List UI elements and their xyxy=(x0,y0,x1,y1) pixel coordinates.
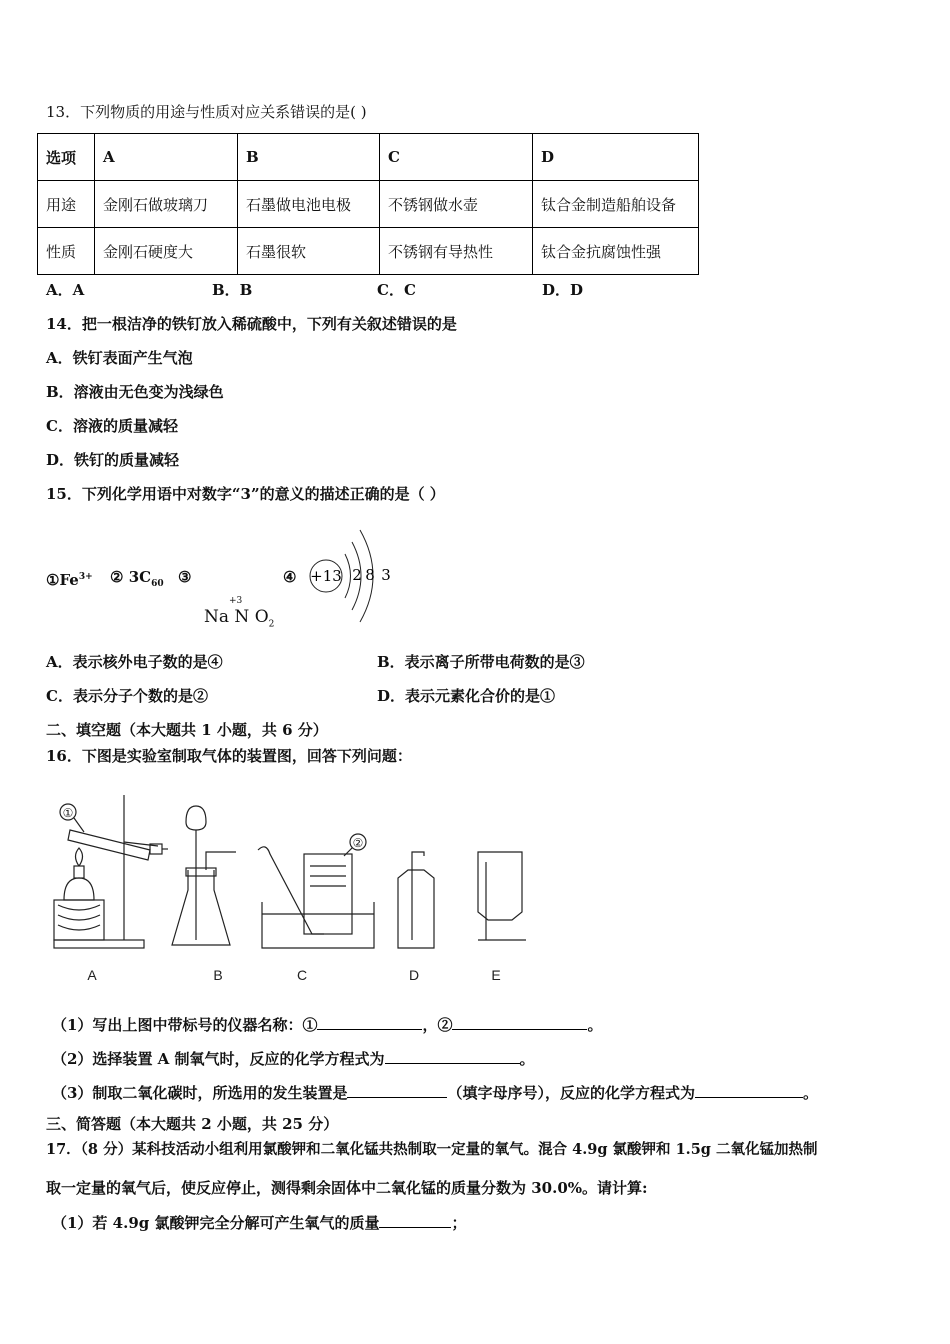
flame xyxy=(76,848,83,866)
q15-formula-3 xyxy=(204,607,274,634)
q14-option-b[interactable]: B．溶液由无色变为浅绿色 xyxy=(46,383,224,401)
table-cell: 金刚石硬度大 xyxy=(95,228,238,275)
delivery-tube xyxy=(258,847,324,934)
stand-base xyxy=(54,940,144,948)
q17-line-1: 17．（8 分）某科技活动小组利用氯酸钾和二氧化锰共热制取一定量的氧气。混合 4.9g 氯酸钾和 1.5g 二氧化锰加热制 xyxy=(46,1141,818,1158)
q13-stem: 13．下列物质的用途与性质对应关系错误的是( ) xyxy=(46,103,367,121)
alcohol-lamp xyxy=(64,878,94,900)
q15-formula-3-number: ③ xyxy=(178,568,192,586)
table-cell: 不锈钢有导热性 xyxy=(380,228,533,275)
q16-sub2-text: 。 xyxy=(519,1050,535,1068)
q13-option-a[interactable]: A．A xyxy=(46,281,85,299)
q16-sub1 xyxy=(52,1013,602,1035)
delivery-tube xyxy=(206,852,236,870)
shell-electrons: 2 xyxy=(352,566,362,584)
apparatus-d xyxy=(398,852,434,948)
formula-symbol: O xyxy=(254,607,269,627)
apparatus-e xyxy=(478,852,526,940)
shell-electrons: 3 xyxy=(381,566,391,584)
electron-shell xyxy=(345,554,351,598)
table-row xyxy=(38,181,699,228)
answer-blank-5[interactable] xyxy=(695,1081,803,1098)
q16-stem: 16．下图是实验室制取气体的装置图，回答下列问题： xyxy=(46,747,412,765)
apparatus-label-d: D xyxy=(408,967,420,983)
table-cell: 钛合金制造船舶设备 xyxy=(533,181,699,228)
q17-sub1 xyxy=(52,1211,466,1233)
thistle-funnel xyxy=(186,806,206,830)
test-tube xyxy=(68,830,150,860)
flask-stopper xyxy=(186,868,216,876)
table-cell: B xyxy=(238,134,380,181)
q15-formula-2 xyxy=(110,567,164,594)
wood-grain xyxy=(58,905,100,930)
formula-symbol: Na xyxy=(204,607,230,627)
q15-option-a[interactable]: A．表示核外电子数的是④ xyxy=(46,653,223,671)
apparatus-label-a: A xyxy=(87,967,97,983)
q15-valence: +3 xyxy=(229,596,243,606)
formula-subscript: 60 xyxy=(151,579,164,589)
shell-electrons: 8 xyxy=(365,566,375,584)
table-cell: A xyxy=(95,134,238,181)
section-heading: 三、简答题（本大题共 2 小题，共 25 分） xyxy=(46,1115,339,1133)
formula-superscript: 3+ xyxy=(78,572,93,582)
q13-table xyxy=(37,133,699,275)
q13-option-b[interactable]: B．B xyxy=(212,281,253,299)
q16-sub1-text: ，② xyxy=(422,1016,453,1034)
formula-symbol: N xyxy=(234,607,250,627)
q16-sub1-text: 。 xyxy=(587,1016,603,1034)
answer-blank-4[interactable] xyxy=(347,1081,447,1098)
q14-stem: 14．把一根洁净的铁钉放入稀硫酸中，下列有关叙述错误的是 xyxy=(46,315,457,333)
table-cell: 性质 xyxy=(38,228,95,275)
formula-subscript: 2 xyxy=(268,619,275,630)
conical-flask xyxy=(172,870,230,945)
q16-sub3-text: 。 xyxy=(802,1084,818,1102)
table-row xyxy=(38,228,699,275)
table-row xyxy=(38,134,699,181)
table-cell: 钛合金抗腐蚀性强 xyxy=(533,228,699,275)
apparatus-b xyxy=(172,806,236,945)
q16-sub2 xyxy=(52,1047,535,1069)
section-heading: 二、填空题（本大题共 1 小题，共 6 分） xyxy=(46,721,328,739)
q15-option-d[interactable]: D．表示元素化合价的是① xyxy=(377,687,556,705)
answer-blank-2[interactable] xyxy=(452,1013,587,1030)
apparatus-label-b: B xyxy=(213,967,223,983)
nucleus-charge: +13 xyxy=(310,567,342,585)
atom-structure-diagram xyxy=(300,518,400,633)
table-cell: 金刚石做玻璃刀 xyxy=(95,181,238,228)
collecting-bottle-e xyxy=(478,852,522,920)
formula-symbol: 3C xyxy=(128,568,152,586)
q13-option-d[interactable]: D．D xyxy=(542,281,584,299)
answer-blank-6[interactable] xyxy=(379,1211,451,1228)
q15-formula-4-number: ④ xyxy=(283,568,297,586)
lamp-wick xyxy=(74,866,84,878)
table-cell: 选项 xyxy=(38,134,95,181)
apparatus-label-e: E xyxy=(491,967,501,983)
q17-sub1-text: （1）若 4.9g 氯酸钾完全分解可产生氧气的质量 xyxy=(52,1214,380,1232)
marker-1-leader xyxy=(74,818,84,832)
q15-option-c[interactable]: C．表示分子个数的是② xyxy=(46,687,208,705)
q16-sub1-text: （1）写出上图中带标号的仪器名称：① xyxy=(52,1016,318,1034)
q16-sub3-text: （填字母序号），反应的化学方程式为 xyxy=(447,1084,695,1102)
apparatus-label-c: C xyxy=(296,967,308,983)
table-cell: 用途 xyxy=(38,181,95,228)
table-cell: 石墨很软 xyxy=(238,228,380,275)
answer-blank-3[interactable] xyxy=(385,1047,520,1064)
q14-option-d[interactable]: D．铁钉的质量减轻 xyxy=(46,451,180,469)
formula-number: ① xyxy=(46,571,60,589)
table-cell: 石墨做电池电极 xyxy=(238,181,380,228)
q14-option-a[interactable]: A．铁钉表面产生气泡 xyxy=(46,349,193,367)
formula-symbol: Fe xyxy=(59,571,79,589)
marker-2-leader xyxy=(344,848,352,856)
q14-option-c[interactable]: C．溶液的质量减轻 xyxy=(46,417,178,435)
table-cell: 不锈钢做水壶 xyxy=(380,181,533,228)
q17-sub1-text: ； xyxy=(451,1214,467,1232)
collecting-bottle-d xyxy=(398,870,434,948)
delivery-tube xyxy=(478,862,526,940)
formula-number: ② xyxy=(110,568,124,586)
q15-option-b[interactable]: B．表示离子所带电荷数的是③ xyxy=(377,653,585,671)
table-cell: D xyxy=(533,134,699,181)
table-cell: C xyxy=(380,134,533,181)
answer-blank-1[interactable] xyxy=(317,1013,422,1030)
water-trough xyxy=(262,902,374,948)
q13-option-c[interactable]: C．C xyxy=(377,281,416,299)
q16-sub3-text: （3）制取二氧化碳时，所选用的发生装置是 xyxy=(52,1084,348,1102)
marker-1-label: ① xyxy=(62,806,74,820)
q15-stem: 15．下列化学用语中对数字“3”的意义的描述正确的是（ ） xyxy=(46,485,445,503)
q15-formula-1 xyxy=(46,567,93,590)
delivery-tube xyxy=(412,852,424,940)
lab-apparatus-figure xyxy=(40,790,540,990)
apparatus-c xyxy=(258,834,374,948)
q17-line-2: 取一定量的氧气后，使反应停止，测得剩余固体中二氧化锰的质量分数为 30.0%。请计算: xyxy=(46,1179,648,1197)
q16-sub2-text: （2）选择装置 A 制氧气时，反应的化学方程式为 xyxy=(52,1050,385,1068)
marker-2-label: ② xyxy=(352,836,364,850)
q16-sub3 xyxy=(52,1081,818,1103)
